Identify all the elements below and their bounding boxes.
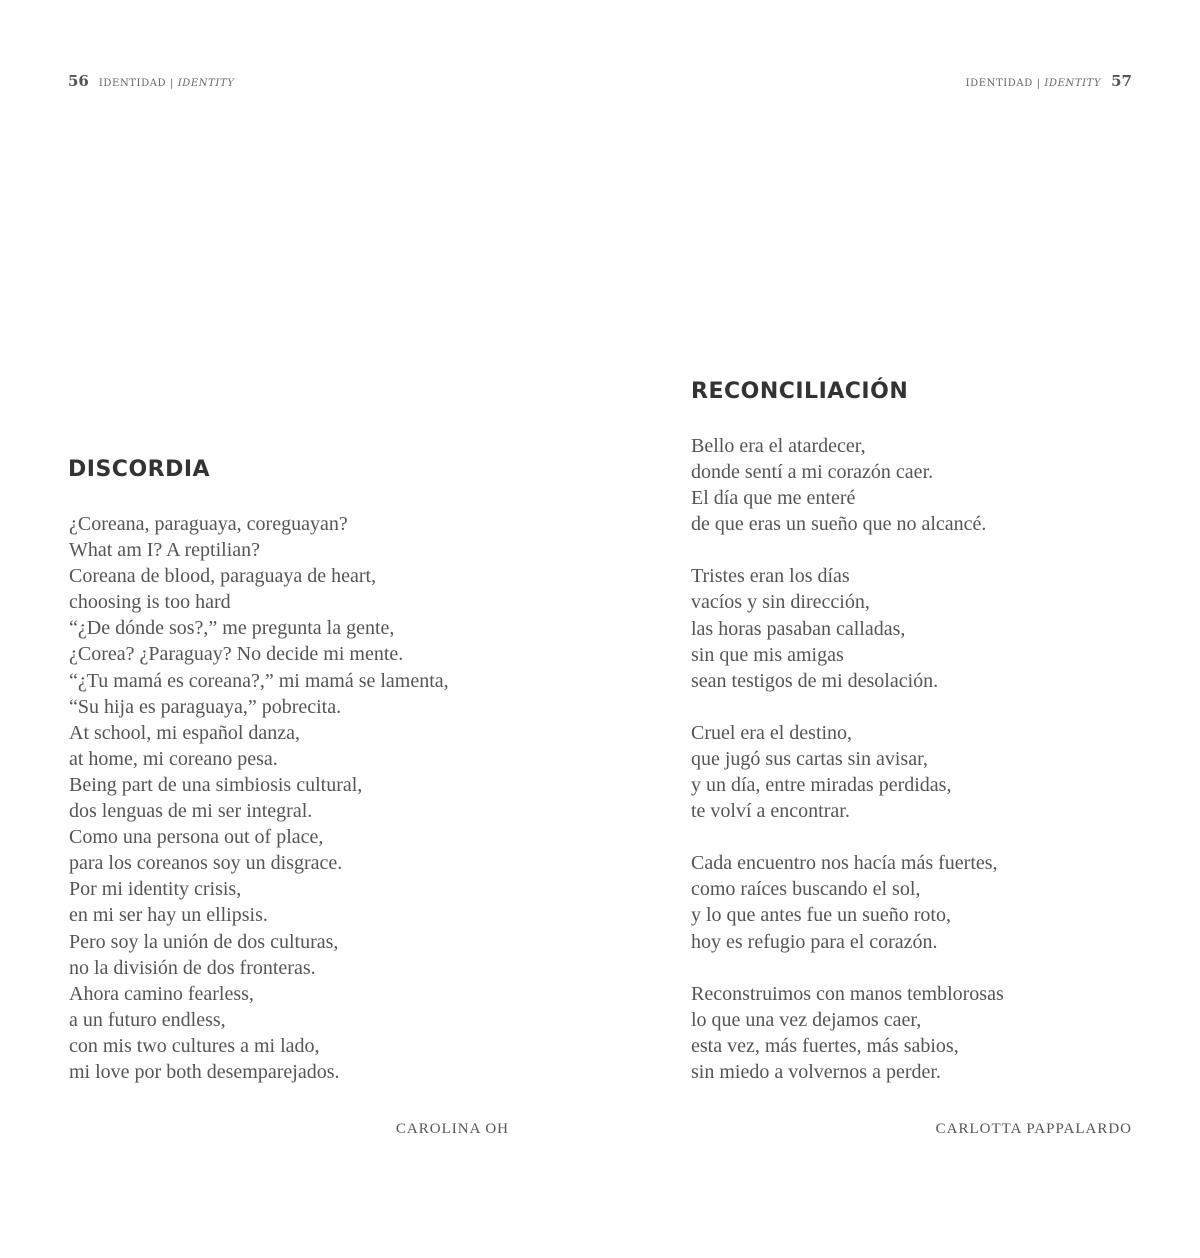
poem-line: Bello era el atardecer, xyxy=(691,435,866,457)
poem-line: y lo que antes fue un sueño roto, xyxy=(691,904,951,927)
poem-stanza xyxy=(691,563,1004,693)
poem-line: Reconstruimos con manos temblorosas xyxy=(691,982,1004,1005)
poem-line: de que eras un sueño que no alcancé. xyxy=(691,513,987,536)
poem-line: at home, mi coreano pesa. xyxy=(69,747,278,770)
poem-line: hoy es refugio para el corazón. xyxy=(691,930,938,953)
poem-line: Tristes eran los días xyxy=(691,565,850,588)
poem-author: CAROLINA OH xyxy=(395,1121,509,1137)
left-page-header xyxy=(68,72,234,90)
page-number: 56 xyxy=(68,72,89,90)
poem-line: “¿De dónde sos?,” me pregunta la gente, xyxy=(69,617,395,640)
poem-author: CARLOTTA PAPPALARDO xyxy=(935,1121,1132,1137)
poem-line: Cada encuentro nos hacía más fuertes, xyxy=(691,852,998,875)
section-separator: | xyxy=(1036,78,1041,89)
poem-title-reconciliacion: RECONCILIACIÓN xyxy=(691,379,909,404)
poem-line: What am I? A reptilian? xyxy=(69,539,261,562)
poem-stanza xyxy=(69,511,449,1085)
poem-line: Ahora camino fearless, xyxy=(69,982,254,1005)
poem-line: esta vez, más fuertes, más sabios, xyxy=(691,1034,959,1057)
poem-line: Coreana de blood, paraguaya de heart, xyxy=(69,565,377,588)
poem-line: te volví a encontrar. xyxy=(691,800,850,823)
poem-line: con mis two cultures a mi lado, xyxy=(69,1034,320,1057)
poem-stanza xyxy=(691,433,1004,537)
poem-line: sin miedo a volvernos a perder. xyxy=(691,1060,941,1083)
section-title-en: IDENTITY xyxy=(177,78,235,89)
poem-line: Being part de una simbiosis cultural, xyxy=(69,773,363,796)
poem-line: choosing is too hard xyxy=(69,591,231,614)
poem-line: El día que me enteré xyxy=(691,487,856,510)
page-number: 57 xyxy=(1111,72,1132,90)
poem-title-discordia: DISCORDIA xyxy=(68,457,211,482)
poem-line: a un futuro endless, xyxy=(69,1008,226,1031)
poem-line: Cruel era el destino, xyxy=(691,721,853,744)
poem-line: sean testigos de mi desolación. xyxy=(691,669,939,692)
poem-line: mi love por both desemparejados. xyxy=(69,1060,340,1083)
poem-stanza xyxy=(691,720,1004,824)
poem-stanza xyxy=(691,981,1004,1085)
poem-body-reconciliacion xyxy=(691,433,1004,1111)
poem-line: y un día, entre miradas perdidas, xyxy=(691,774,952,797)
poem-line: sin que mis amigas xyxy=(691,643,844,666)
poem-line: vacíos y sin dirección, xyxy=(691,591,870,614)
poem-line: donde sentí a mi corazón caer. xyxy=(691,461,934,484)
section-separator: | xyxy=(169,78,174,89)
section-header xyxy=(99,78,235,89)
section-title-en: IDENTITY xyxy=(1044,78,1102,89)
poem-line: At school, mi español danza, xyxy=(69,721,301,744)
poem-line: Como una persona out of place, xyxy=(69,826,324,849)
poem-line: Pero soy la unión de dos culturas, xyxy=(69,930,339,953)
poem-stanza xyxy=(691,850,1004,954)
section-title-es: IDENTIDAD xyxy=(965,78,1033,89)
poem-line: como raíces buscando el sol, xyxy=(691,878,921,901)
poem-line: que jugó sus cartas sin avisar, xyxy=(691,747,928,770)
section-title-es: IDENTIDAD xyxy=(98,78,167,89)
poem-line: las horas pasaban calladas, xyxy=(691,617,906,640)
section-header xyxy=(966,78,1102,89)
poem-body-discordia xyxy=(69,511,449,1111)
right-page-header xyxy=(966,72,1132,90)
poem-line: ¿Coreana, paraguaya, coreguayan? xyxy=(69,513,348,535)
poem-line: en mi ser hay un ellipsis. xyxy=(69,904,268,927)
poem-line: para los coreanos soy un disgrace. xyxy=(69,852,343,875)
poem-line: ¿Corea? ¿Paraguay? No decide mi mente. xyxy=(69,643,404,666)
poem-line: Por mi identity crisis, xyxy=(69,878,242,901)
poem-line: “¿Tu mamá es coreana?,” mi mamá se lamenta, xyxy=(69,669,449,692)
poem-line: no la división de dos fronteras. xyxy=(69,956,316,979)
poem-line: lo que una vez dejamos caer, xyxy=(691,1008,922,1031)
poem-line: dos lenguas de mi ser integral. xyxy=(69,800,313,823)
poem-line: “Su hija es paraguaya,” pobrecita. xyxy=(69,695,342,718)
